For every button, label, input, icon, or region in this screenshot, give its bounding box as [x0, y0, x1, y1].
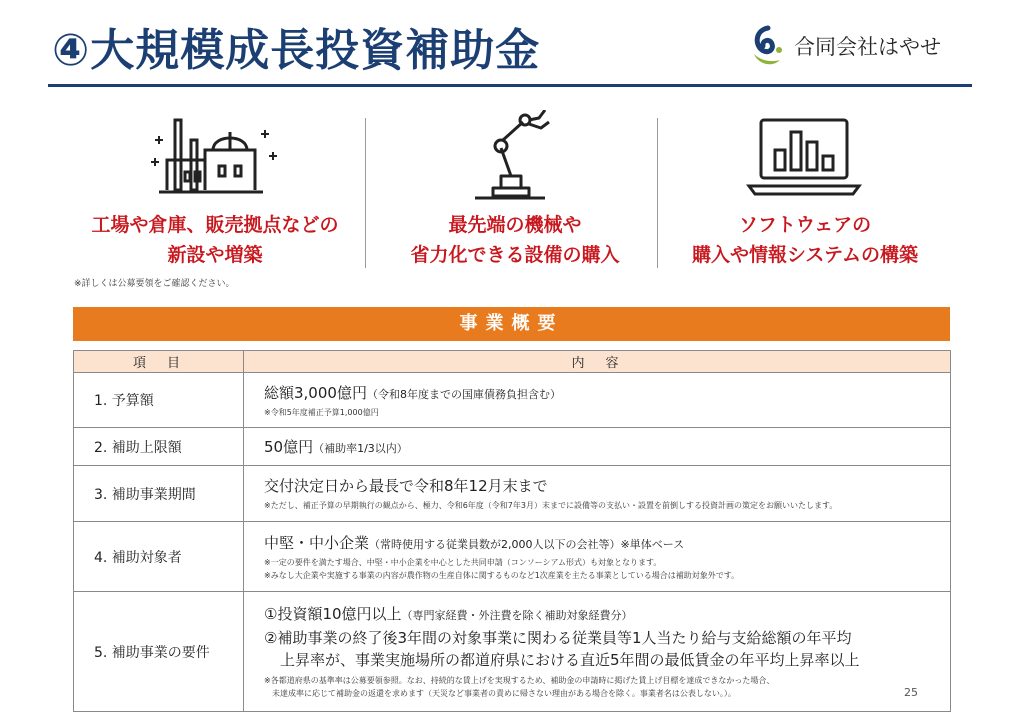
footnote: ※詳しくは公募要領をご確認ください。 [74, 279, 235, 289]
requirement-1: ①投資額10億円以上（専門家経費・外注費を除く補助対象経費分） [264, 605, 633, 623]
hayase-logo-icon [748, 24, 786, 68]
row-content [244, 428, 951, 466]
row-note: 未達成率に応じて補助金の返還を求めます（天災など事業者の責めに帰さない理由がある場合を除く。事業者名は公表しない。）。 [264, 689, 736, 698]
row-note: ※ただし、補正予算の早期執行の観点から、極力、令和6年度（令和7年3月）末までに設備等の支払い・設置を前倒しする投資計画の策定をお願いいたします。 [264, 501, 838, 510]
overview-table [73, 350, 951, 712]
table-row [74, 466, 951, 522]
feature-section [70, 110, 950, 270]
feature-label-robot: 最先端の機械や 省力化できる設備の購入 [410, 214, 620, 266]
row-content [244, 373, 951, 428]
company-name: 合同会社はやせ [794, 35, 941, 59]
table-row [74, 592, 951, 712]
row-note: ※一定の要件を満たす場合、中堅・中小企業を中心とした共同申請（コンソーシアム形式）も対象となります。 [264, 557, 662, 567]
row-item: 3. 補助事業期間 [74, 466, 244, 522]
row-main: 交付決定日から最長で令和8年12月末まで [264, 477, 548, 495]
overview-banner: 事業概要 [73, 307, 950, 341]
table-row [74, 428, 951, 466]
laptop-chart-icon [735, 110, 875, 202]
row-content [244, 466, 951, 522]
row-main: 総額3,000億円（令和8年度までの国庫債務負担含む） [264, 383, 561, 402]
header-content: 内 容 [244, 351, 951, 373]
row-main: 中堅・中小企業（常時使用する従業員数が2,000人以下の会社等）※単体ベース [264, 533, 685, 552]
row-item: 4. 補助対象者 [74, 522, 244, 592]
row-item: 5. 補助事業の要件 [74, 592, 244, 712]
header-item: 項 目 [74, 351, 244, 373]
feature-label-factory: 工場や倉庫、販売拠点などの 新設や増築 [91, 214, 339, 266]
feature-factory [70, 110, 360, 270]
feature-software [660, 110, 950, 270]
company-brand [748, 22, 978, 70]
requirement-2: ②補助事業の終了後3年間の対象事業に関わる従業員等1人当たり給与支給総額の年平均 [264, 629, 852, 647]
row-note: ※令和5年度補正予算1,000億円 [264, 407, 379, 417]
feature-label-software: ソフトウェアの 購入や情報システムの構築 [691, 214, 919, 266]
table-header-row [74, 351, 951, 373]
feature-divider [365, 118, 366, 268]
row-item: 2. 補助上限額 [74, 428, 244, 466]
row-content [244, 522, 951, 592]
row-content [244, 592, 951, 712]
feature-divider [657, 118, 658, 268]
row-note: ※みなし大企業や実施する事業の内容が農作物の生産自体に関するものなど1次産業を主たる事業としている場合は補助対象外です。 [264, 570, 740, 580]
title-underline [48, 84, 972, 87]
table-row [74, 373, 951, 428]
requirement-2-cont: 上昇率が、事業実施場所の都道府県における直近5年間の最低賃金の年平均上昇率以上 [280, 651, 860, 669]
row-item: 1. 予算額 [74, 373, 244, 428]
row-note: ※各都道府県の基準率は公募要領参照。なお、持続的な賃上げを実現するため、補助金の申請時に掲げた賃上げ目標を達成できなかった場合、 [264, 676, 775, 685]
row-main: 50億円（補助率1/3以内） [264, 438, 408, 456]
page-number: 25 [904, 686, 918, 699]
feature-robot [370, 110, 660, 270]
factory-icon [145, 110, 285, 202]
robot-arm-icon [445, 110, 585, 202]
table-row [74, 522, 951, 592]
page-title: ④大規模成長投資補助金 [52, 25, 541, 76]
